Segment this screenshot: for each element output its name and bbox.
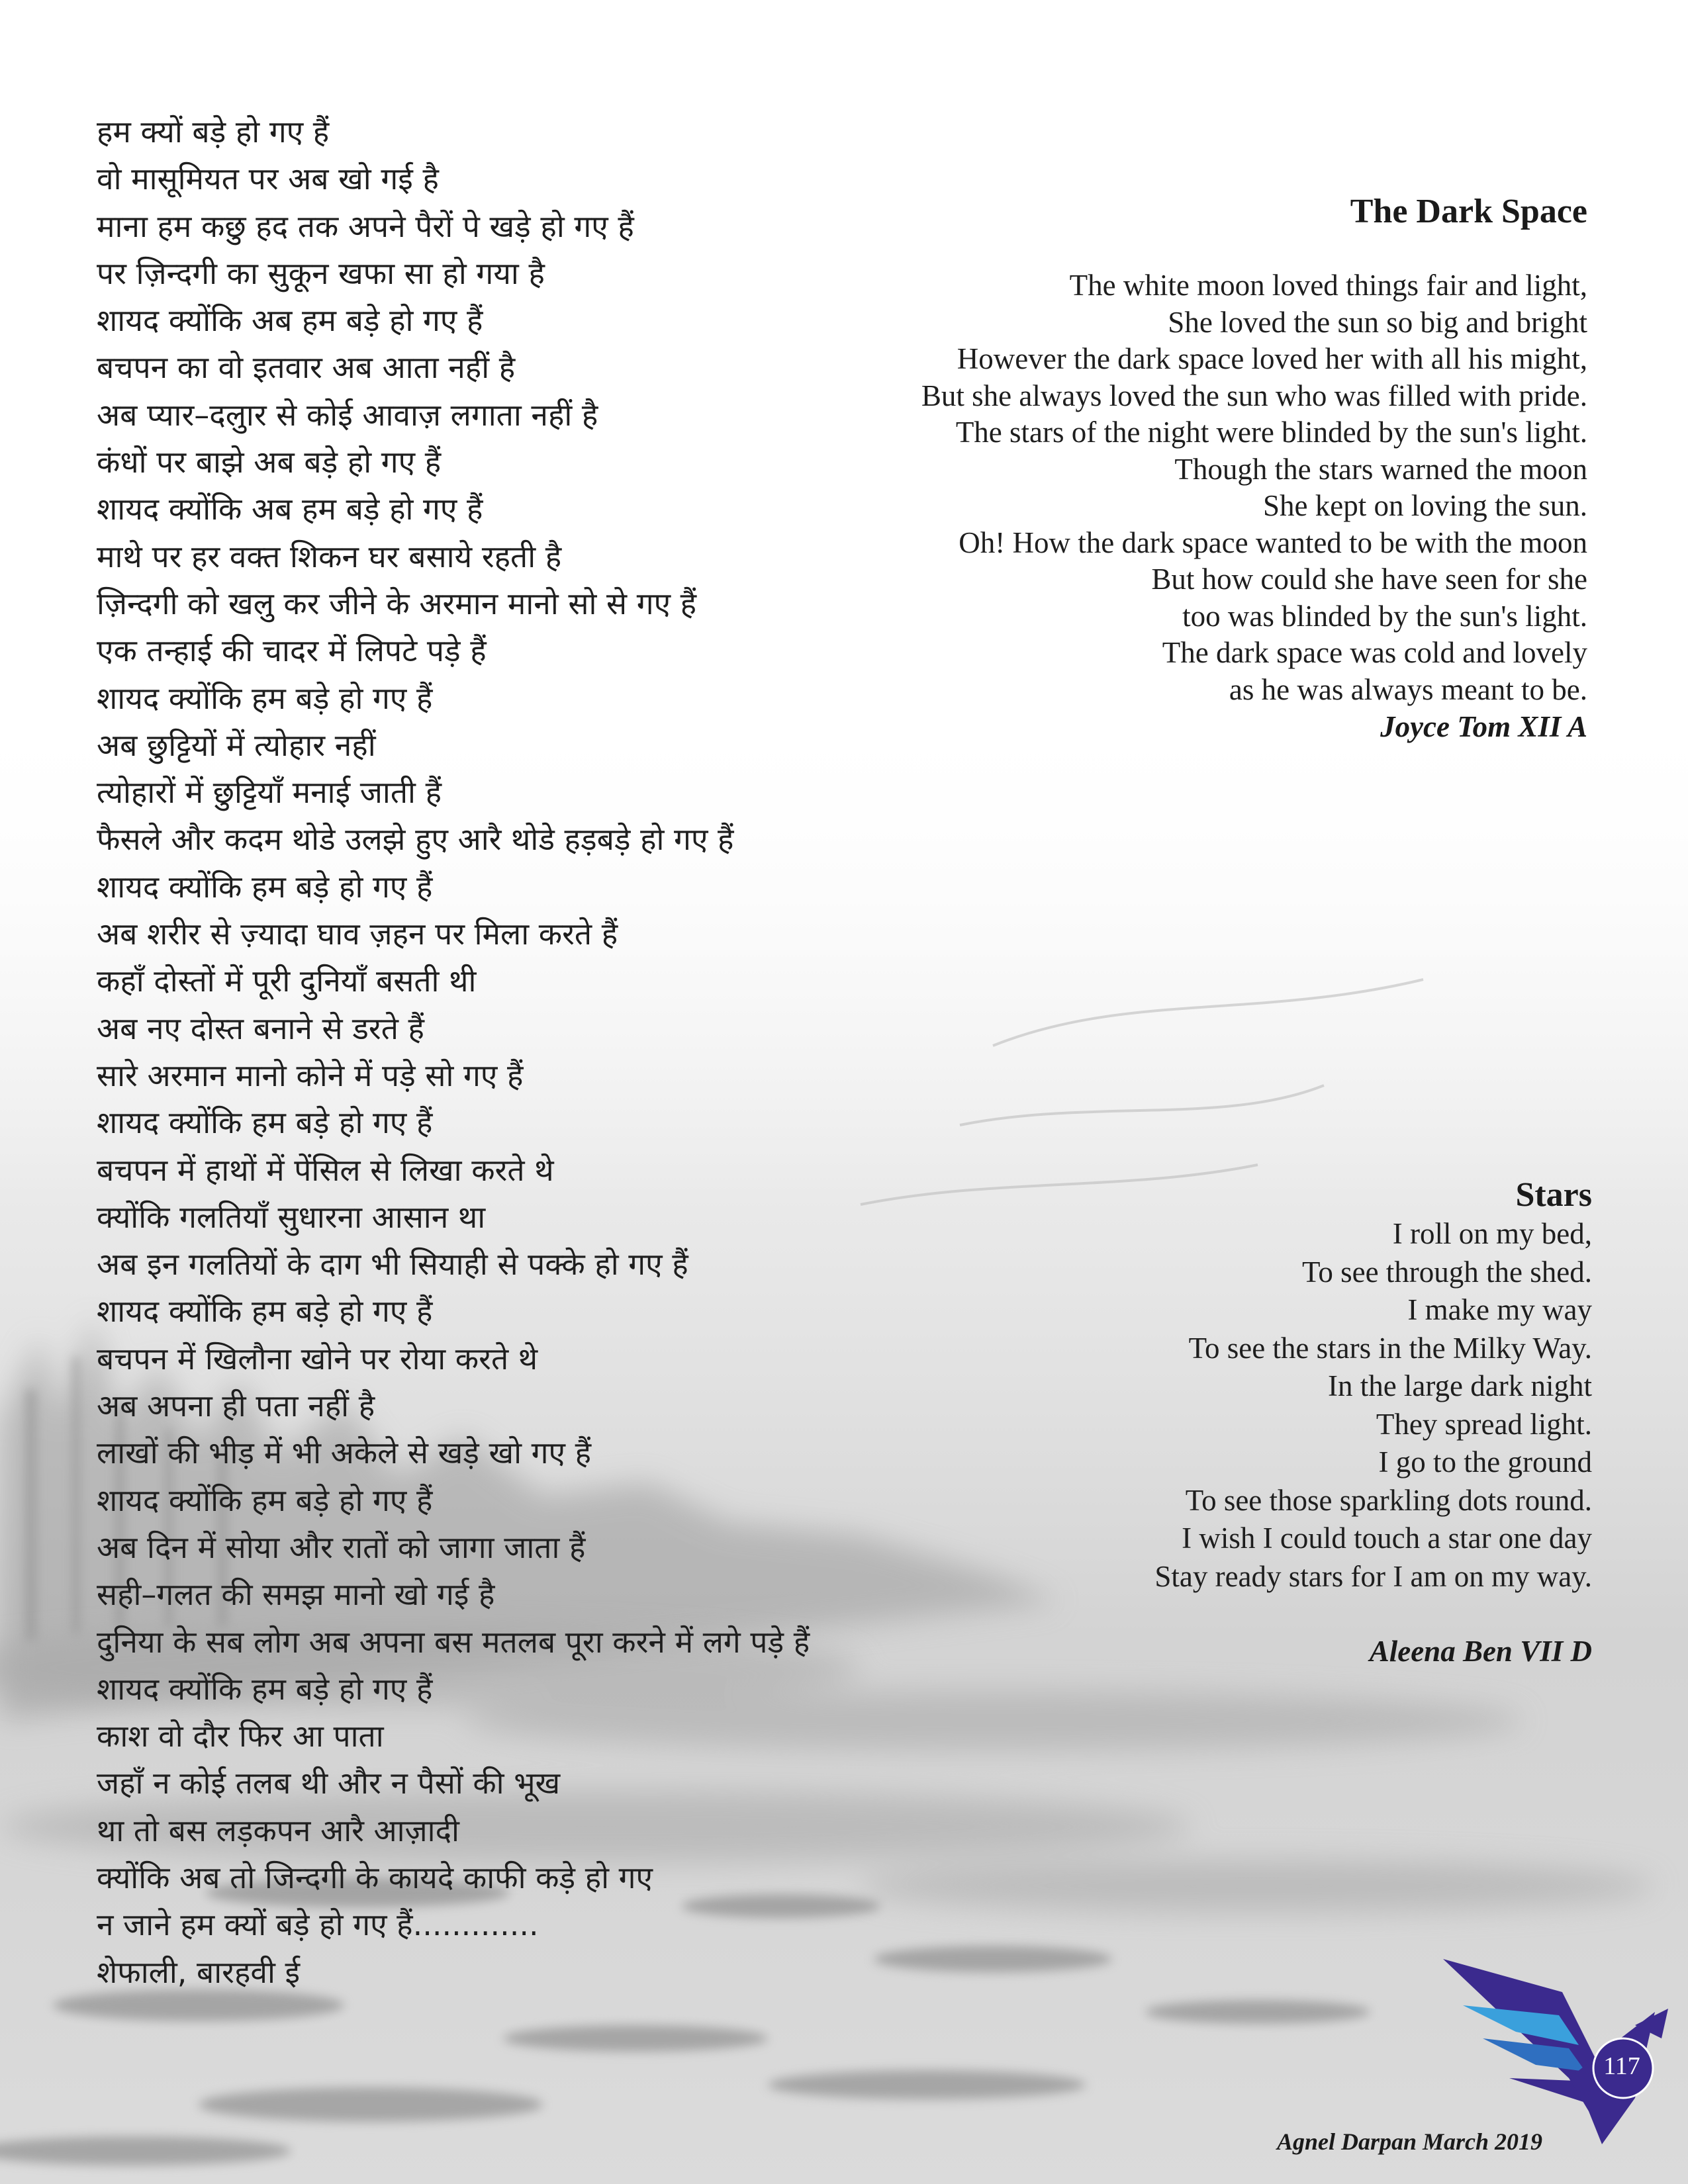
poem-author: शेफाली, बारहवी ई [97, 1954, 301, 1990]
poem-line: Oh! How the dark space wanted to be with the moon [959, 525, 1587, 559]
poem-line: एक तन्हाई की चादर में लिपटे पड़े हैं [97, 633, 487, 669]
poem-line: अब शरीर से ज़्यादा घाव ज़हन पर मिला करते हैं [97, 916, 618, 952]
poem-line: बचपन में खिलौना खोने पर रोया करते थे [97, 1340, 538, 1377]
publication-footer: Agnel Darpan March 2019 [1276, 2128, 1542, 2155]
poem-line: शायद क्योंकि हम बड़े हो गए हैं [97, 1293, 433, 1330]
poem-line: ज़िन्दगी को खलु कर जीने के अरमान मानो सो से गए हैं [97, 585, 697, 621]
poem-line: फैसले और कदम थोडे उलझे हुए आरै थोडे हड़बड़े हो गए हैं [97, 821, 734, 858]
poem-line: शायद क्योंकि अब हम बड़े हो गए हैं [97, 302, 483, 339]
poem-line: The stars of the night were blinded by the sun's light. [955, 416, 1587, 449]
poem-line: काश वो दौर फिर आ पाता [97, 1718, 384, 1754]
poem-line: माथे पर हर वक्त शिकन घर बसाये रहती है [97, 538, 562, 574]
poem-line: था तो बस लड़कपन आरै आज़ादी [97, 1812, 459, 1848]
poem-line: But she always loved the sun who was filled with pride. [921, 379, 1587, 412]
poem-line: To see through the shed. [1301, 1255, 1592, 1289]
poem-line: अब इन गलतियों के दाग भी सियाही से पक्के हो गए हैं [97, 1246, 688, 1283]
poem-line: क्योंकि अब तो जिन्दगी के कायदे काफी कड़े हो गए [97, 1859, 653, 1895]
poem-line: However the dark space loved her with all his might, [957, 342, 1587, 375]
poem-line: In the large dark night [1327, 1369, 1592, 1402]
poem-author: Aleena Ben VII D [1369, 1635, 1592, 1668]
poem-line: अब छुट्टियों में त्योहार नहीं [97, 727, 376, 763]
poem-line: To see the stars in the Milky Way. [1188, 1331, 1592, 1365]
poem-line: शायद क्योंकि हम बड़े हो गए हैं [97, 1482, 433, 1518]
poem-line: कहाँ दोस्तों में पूरी दुनियाँ बसती थी [97, 963, 477, 999]
poem-line: शायद क्योंकि हम बड़े हो गए हैं [97, 680, 433, 716]
poem-line: She loved the sun so big and bright [1168, 305, 1587, 339]
poem-line: त्योहारों में छुट्टियाँ मनाई जाती हैं [97, 774, 442, 811]
poem-line: हम क्यों बड़े हो गए हैं [97, 114, 330, 150]
poem-line: माना हम कछु हद तक अपने पैरों पे खड़े हो गए हैं [97, 208, 634, 244]
poem-title: The Dark Space [1350, 193, 1587, 230]
poem-title: Stars [1515, 1176, 1592, 1214]
poem-line: She kept on loving the sun. [1263, 489, 1587, 522]
poem-author: Joyce Tom XII A [1380, 710, 1587, 743]
poem-line: सारे अरमान मानो कोने में पड़े सो गए हैं [97, 1057, 524, 1093]
poem-line: लाखों की भीड़ में भी अकेले से खड़े खो गए हैं [97, 1435, 592, 1471]
poem-dark-space [793, 192, 1587, 745]
poem-line: But how could she have seen for she [1151, 563, 1587, 596]
poem-line: They spread light. [1376, 1407, 1592, 1441]
poem-line: कंधों पर बाझे अब बड़े हो गए हैं [97, 444, 442, 480]
poem-line: I wish I could touch a star one day [1182, 1522, 1592, 1555]
poem-line: शायद क्योंकि हम बड़े हो गए हैं [97, 1105, 433, 1141]
poem-line: सही–गलत की समझ मानो खो गई है [97, 1576, 495, 1613]
poem-line: Though the stars warned the moon [1174, 452, 1587, 486]
poem-line: I make my way [1407, 1293, 1592, 1326]
poem-line: I go to the ground [1378, 1445, 1592, 1479]
poem-line: अब नए दोस्त बनाने से डरते हैं [97, 1010, 424, 1046]
poem-line: The white moon loved things fair and light, [1069, 269, 1587, 302]
poem-line: दुनिया के सब लोग अब अपना बस मतलब पूरा करने में लगे पड़े हैं [97, 1623, 810, 1660]
poem-line: बचपन का वो इतवार अब आता नहीं है [97, 349, 516, 386]
page-number: 117 [1603, 2052, 1640, 2080]
poem-line: अब अपना ही पता नहीं है [97, 1388, 375, 1424]
poem-line: as he was always meant to be. [1229, 672, 1587, 706]
poem-line: To see those sparkling dots round. [1185, 1483, 1592, 1517]
poem-line: शायद क्योंकि हम बड़े हो गए हैं [97, 1670, 433, 1707]
poem-line: जहाँ न कोई तलब थी और न पैसों की भूख [97, 1765, 561, 1801]
poem-line: अब प्यार–दलुार से कोई आवाज़ लगाता नहीं है [97, 396, 598, 433]
poem-line: पर ज़िन्दगी का सुकून खफा सा हो गया है [97, 255, 545, 291]
poem-line: I roll on my bed, [1392, 1217, 1592, 1250]
poem-line: क्योंकि गलतियाँ सुधारना आसान था [97, 1199, 486, 1235]
poem-line: Stay ready stars for I am on my way. [1154, 1559, 1592, 1593]
poem-line: न जाने हम क्यों बड़े हो गए हैं............. [97, 1907, 539, 1943]
poem-line: The dark space was cold and lovely [1162, 636, 1587, 669]
poem-line: बचपन में हाथों में पेंसिल से लिखा करते थे [97, 1152, 554, 1188]
poem-line: शायद क्योंकि हम बड़े हो गए हैं [97, 868, 433, 905]
poem-line: शायद क्योंकि अब हम बड़े हो गए हैं [97, 491, 483, 527]
poem-line: वो मासूमियत पर अब खो गई है [97, 161, 439, 197]
poem-stars [996, 1175, 1592, 1670]
poem-line: too was blinded by the sun's light. [1182, 599, 1587, 633]
poem-line: अब दिन में सोया और रातों को जागा जाता हैं [97, 1529, 586, 1565]
